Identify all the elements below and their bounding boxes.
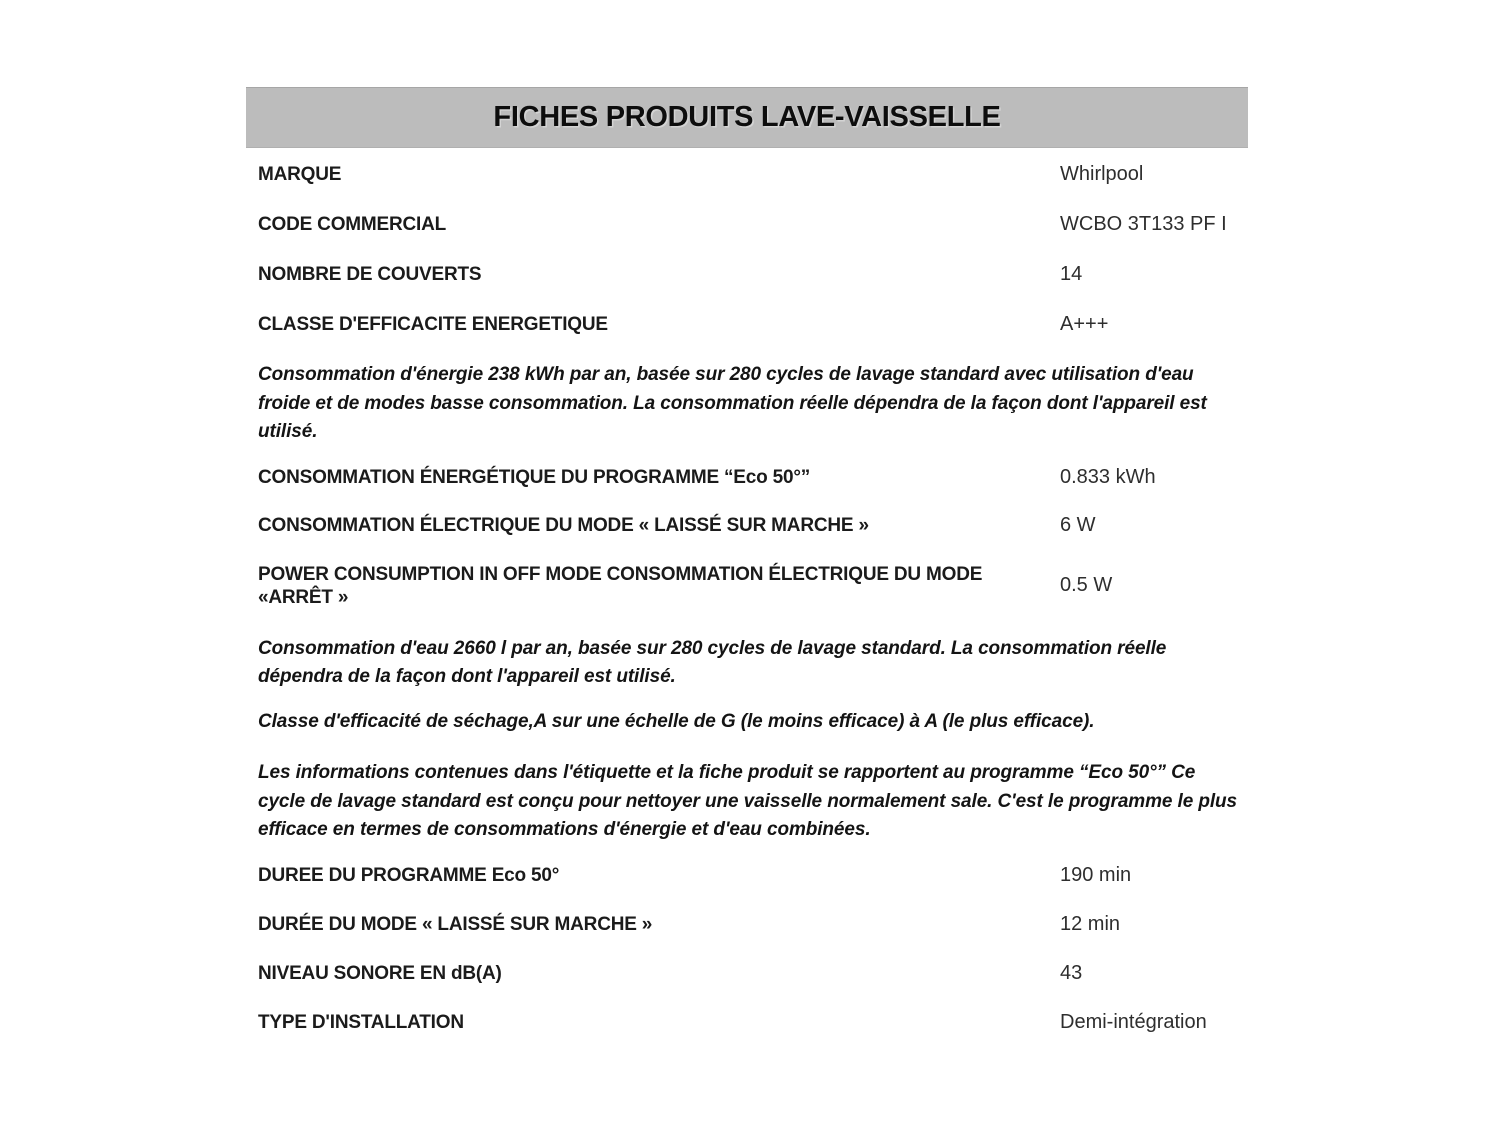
note-water-consumption: Consommation d'eau 2660 l par an, basée sur 280 cycles de lavage standard. La consommation réelle dépendra de la façon dont l'appareil est utilisé.: [258, 637, 1167, 687]
spec-row-conso-programme-eco: [258, 466, 1248, 489]
spec-value: 14: [1060, 263, 1083, 285]
spec-label: NIVEAU SONORE EN dB(A): [258, 962, 502, 984]
sheet-body: [246, 163, 1248, 1034]
spec-value: 190 min: [1060, 863, 1132, 886]
spec-label: CONSOMMATION ÉLECTRIQUE DU MODE « LAISSÉ SUR MARCHE »: [258, 514, 869, 536]
spec-label: MARQUE: [258, 164, 342, 185]
spec-row-code-commercial: [258, 213, 1248, 236]
spec-row-duree-laisse-sur-marche: [258, 913, 1248, 936]
spec-label: DUREE DU PROGRAMME Eco 50°: [258, 864, 560, 886]
spec-label: CLASSE D'EFFICACITE ENERGETIQUE: [258, 314, 608, 335]
spec-value: 43: [1060, 961, 1083, 984]
spec-value: 6 W: [1060, 513, 1096, 536]
spec-value: Demi-intégration: [1060, 1010, 1207, 1033]
note-program-info: Les informations contenues dans l'étiquette et la fiche produit se rapportent au programme “Eco 50°” Ce cycle de lavage standard est conçu pour nettoyer une vaisselle normalement sale. C'est le programme le plus efficace en termes de consommations d'énergie et d'eau combinées.: [258, 762, 1238, 840]
spec-row-nombre-couverts: [258, 263, 1248, 286]
spec-value: Whirlpool: [1060, 163, 1144, 185]
spec-row-classe-energetique: [258, 313, 1248, 336]
spec-row-marque: [258, 163, 1248, 186]
spec-row-type-installation: [258, 1011, 1248, 1034]
spec-label: CODE COMMERCIAL: [258, 214, 447, 235]
spec-row-niveau-sonore: [258, 962, 1248, 985]
spec-label: DURÉE DU MODE « LAISSÉ SUR MARCHE »: [258, 913, 653, 935]
spec-label: NOMBRE DE COUVERTS: [258, 264, 482, 285]
note-energy-consumption: Consommation d'énergie 238 kWh par an, basée sur 280 cycles de lavage standard avec utilisation d'eau froide et de modes basse consommation. La consommation réelle dépendra de la façon dont l'appareil est utilisé.: [258, 364, 1207, 442]
spec-row-conso-mode-arret: [258, 563, 1248, 609]
spec-label: TYPE D'INSTALLATION: [258, 1011, 464, 1033]
spec-value: WCBO 3T133 PF I: [1060, 213, 1227, 235]
spec-value: A+++: [1060, 313, 1109, 335]
sheet-title-bar: [246, 87, 1248, 148]
spec-value: 12 min: [1060, 912, 1121, 935]
spec-value: 0.833 kWh: [1060, 465, 1156, 488]
spec-value: 0.5 W: [1060, 574, 1113, 596]
spec-row-conso-laisse-sur-marche: [258, 514, 1248, 537]
spec-label: POWER CONSUMPTION IN OFF MODE CONSOMMATION ÉLECTRIQUE DU MODE «ARRÊT »: [258, 563, 983, 608]
spec-label: CONSOMMATION ÉNERGÉTIQUE DU PROGRAMME “Eco 50°”: [258, 466, 811, 488]
spec-row-duree-programme: [258, 864, 1248, 887]
page-title: FICHES PRODUITS LAVE-VAISSELLE: [493, 101, 1001, 133]
note-drying-class: Classe d'efficacité de séchage,A sur une échelle de G (le moins efficace) à A (le plus efficace).: [258, 710, 1095, 732]
product-sheet: [246, 87, 1248, 1034]
